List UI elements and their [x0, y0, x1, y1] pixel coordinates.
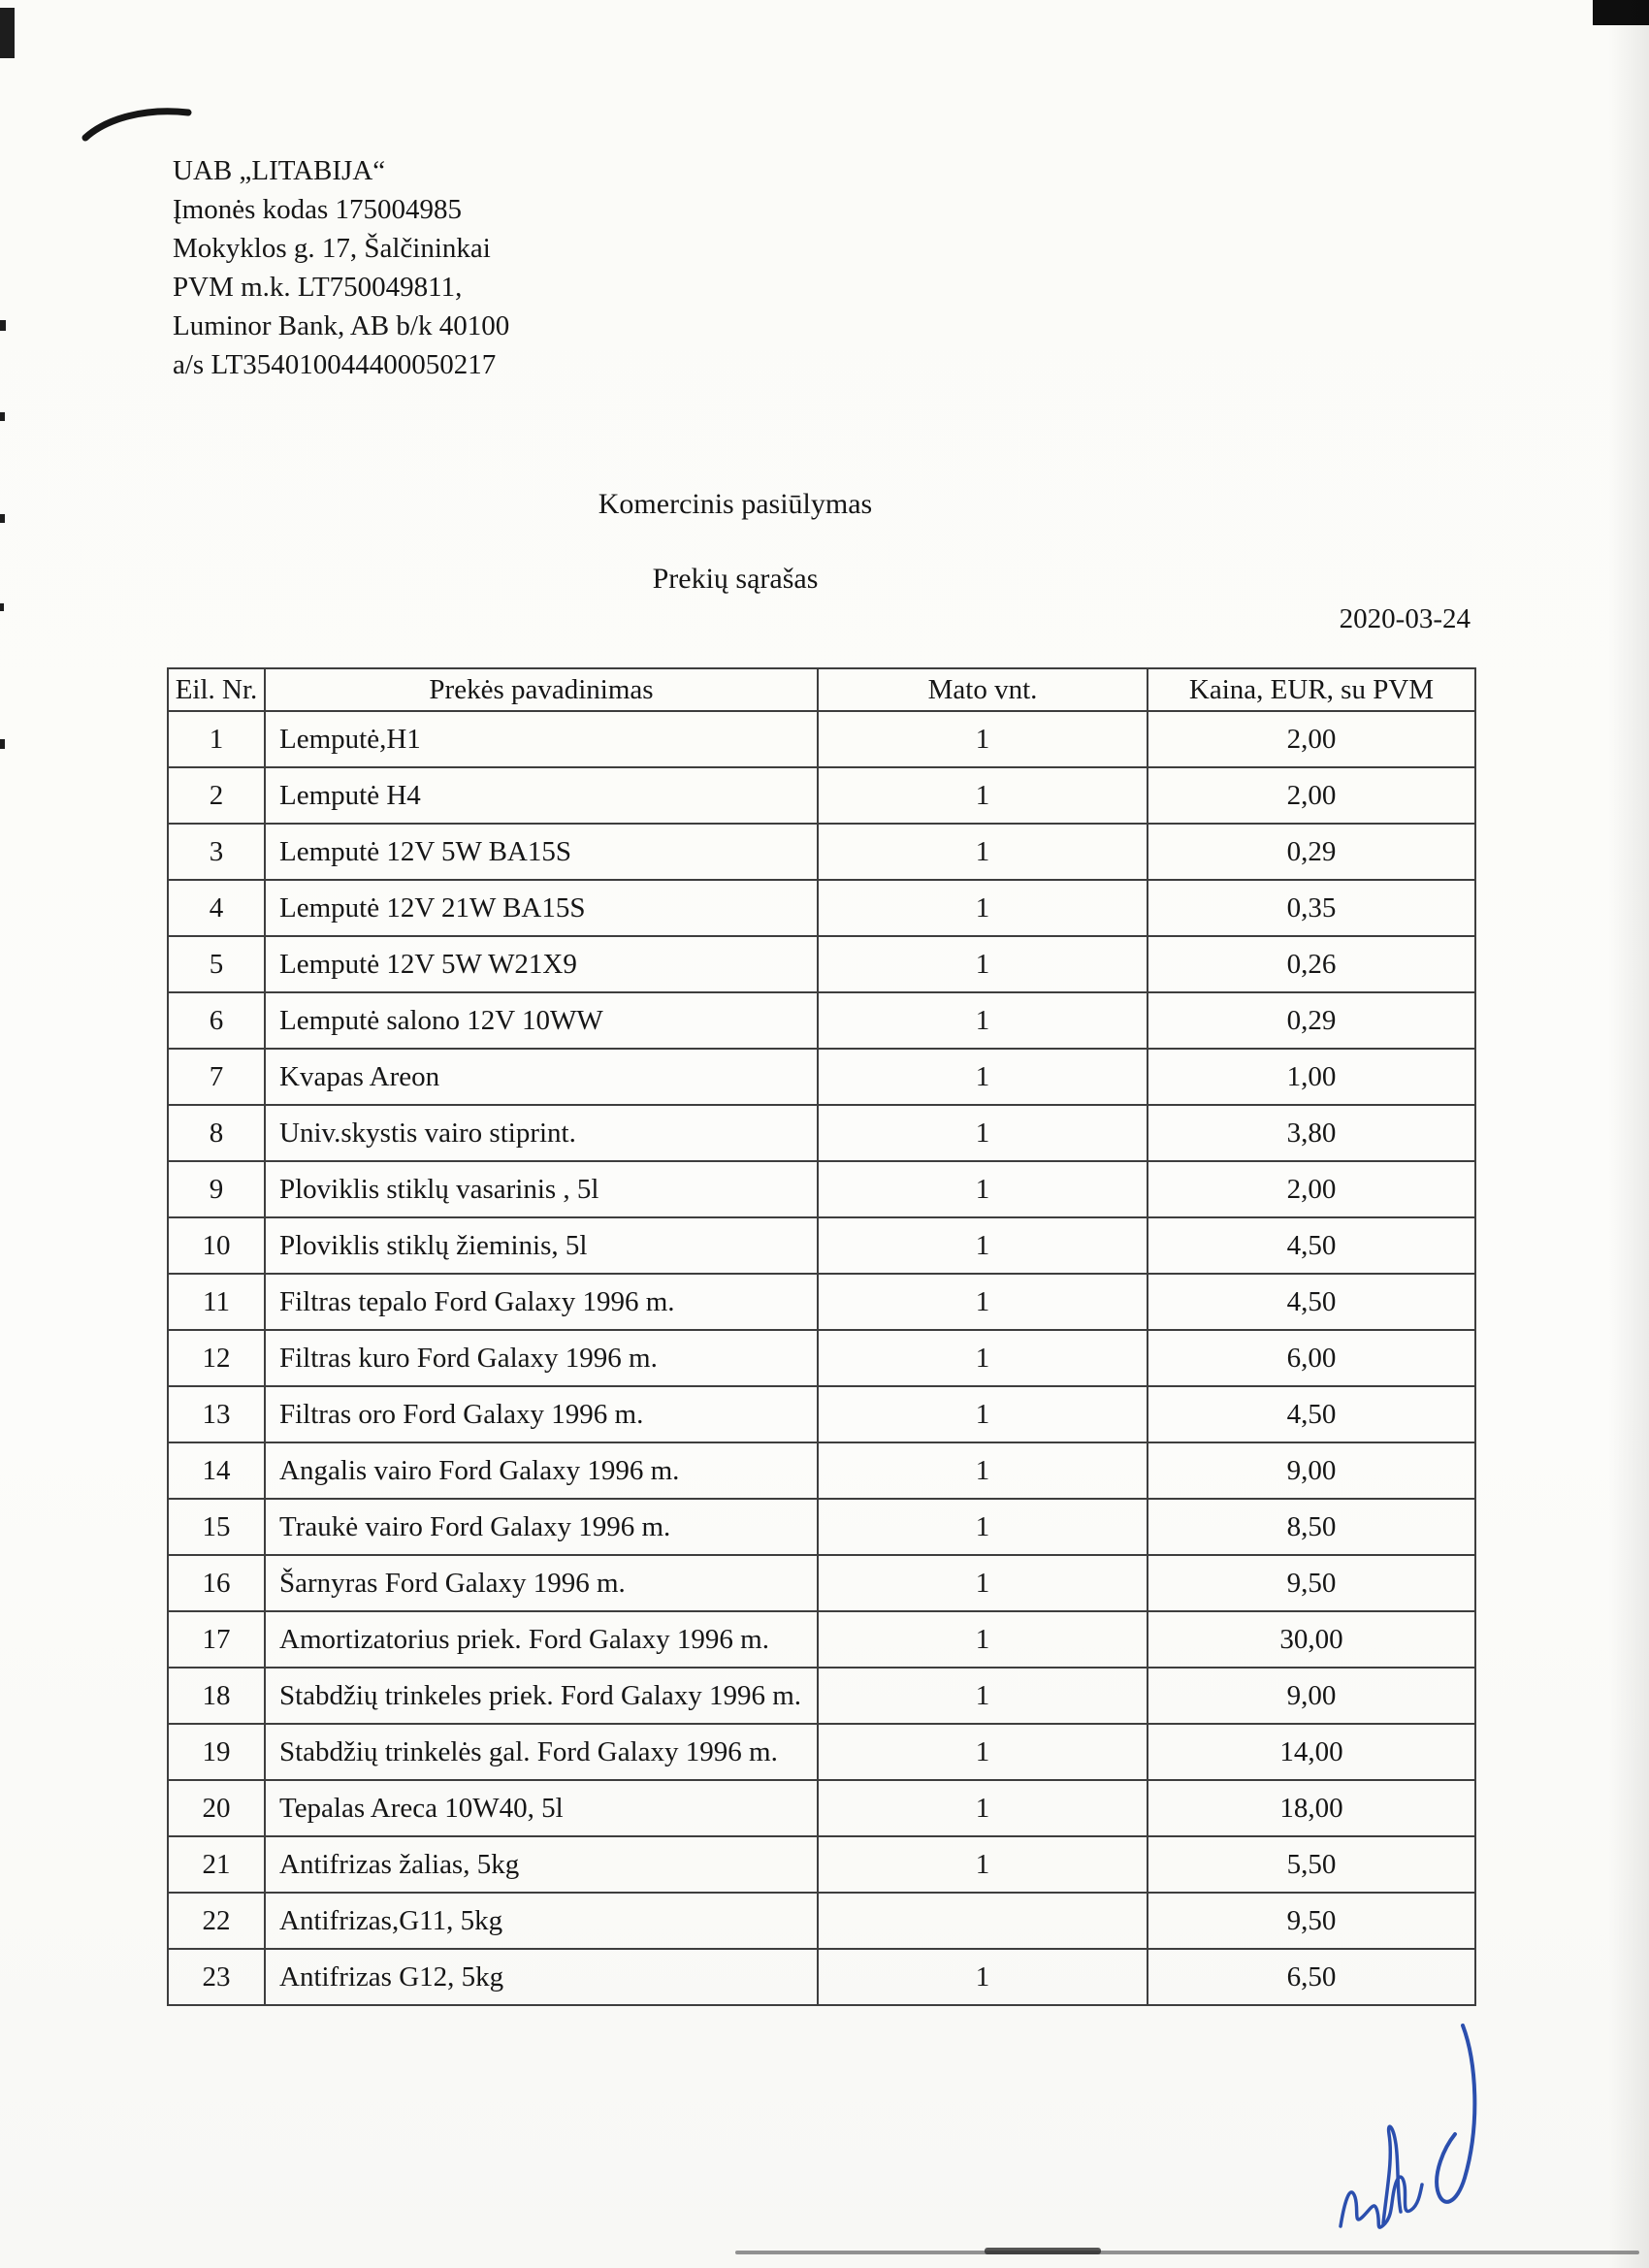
cell-unit: 1	[818, 1555, 1148, 1611]
cell-unit: 1	[818, 1836, 1148, 1893]
table-row	[168, 1893, 1475, 1949]
cell-name: Tepalas Areca 10W40, 5l	[265, 1780, 818, 1836]
cell-nr: 8	[168, 1105, 265, 1161]
table-row	[168, 880, 1475, 936]
cell-price: 6,50	[1148, 1949, 1475, 2005]
cell-unit: 1	[818, 1668, 1148, 1724]
cell-price: 14,00	[1148, 1724, 1475, 1780]
table-row	[168, 824, 1475, 880]
cell-price: 1,00	[1148, 1049, 1475, 1105]
table-row	[168, 1442, 1475, 1499]
cell-name: Traukė vairo Ford Galaxy 1996 m.	[265, 1499, 818, 1555]
cell-nr: 20	[168, 1780, 265, 1836]
cell-name: Lemputė 12V 5W W21X9	[265, 936, 818, 992]
cell-price: 2,00	[1148, 1161, 1475, 1217]
table-row	[168, 1386, 1475, 1442]
header-unit: Mato vnt.	[818, 668, 1148, 711]
document-date: 2020-03-24	[1339, 603, 1471, 634]
cell-nr: 1	[168, 711, 265, 767]
company-vat-code: PVM m.k. LT750049811,	[173, 272, 463, 303]
header-eil-nr: Eil. Nr.	[168, 668, 265, 711]
document-subtitle: Prekių sąrašas	[652, 563, 819, 595]
cell-price: 9,00	[1148, 1442, 1475, 1499]
cell-nr: 21	[168, 1836, 265, 1893]
cell-nr: 15	[168, 1499, 265, 1555]
cell-unit: 1	[818, 1049, 1148, 1105]
cell-unit: 1	[818, 1724, 1148, 1780]
cell-unit: 1	[818, 824, 1148, 880]
cell-nr: 7	[168, 1049, 265, 1105]
cell-price: 9,00	[1148, 1668, 1475, 1724]
cell-name: Lemputė H4	[265, 767, 818, 824]
scan-edge-mark	[0, 412, 5, 421]
cell-nr: 16	[168, 1555, 265, 1611]
scan-edge-mark	[0, 603, 4, 611]
cell-unit: 1	[818, 1499, 1148, 1555]
cell-unit: 1	[818, 1274, 1148, 1330]
cell-unit: 1	[818, 1105, 1148, 1161]
table-row	[168, 1836, 1475, 1893]
cell-price: 0,29	[1148, 992, 1475, 1049]
cell-nr: 9	[168, 1161, 265, 1217]
table-row	[168, 992, 1475, 1049]
cell-nr: 6	[168, 992, 265, 1049]
cell-unit: 1	[818, 936, 1148, 992]
table-row	[168, 1611, 1475, 1668]
table-header-row	[168, 668, 1475, 711]
cell-name: Ploviklis stiklų vasarinis , 5l	[265, 1161, 818, 1217]
cell-price: 3,80	[1148, 1105, 1475, 1161]
cell-name: Antifrizas G12, 5kg	[265, 1949, 818, 2005]
table-row	[168, 1274, 1475, 1330]
scan-artifact-bottom-dark	[985, 2248, 1101, 2254]
cell-unit: 1	[818, 711, 1148, 767]
cell-unit: 1	[818, 992, 1148, 1049]
company-bank: Luminor Bank, AB b/k 40100	[173, 310, 510, 341]
cell-unit: 1	[818, 1780, 1148, 1836]
cell-price: 0,29	[1148, 824, 1475, 880]
cell-price: 4,50	[1148, 1274, 1475, 1330]
cell-price: 2,00	[1148, 767, 1475, 824]
cell-nr: 22	[168, 1893, 265, 1949]
cell-unit: 1	[818, 880, 1148, 936]
cell-name: Amortizatorius priek. Ford Galaxy 1996 m.	[265, 1611, 818, 1668]
cell-nr: 18	[168, 1668, 265, 1724]
cell-name: Lemputė 12V 21W BA15S	[265, 880, 818, 936]
cell-nr: 13	[168, 1386, 265, 1442]
document-title: Komercinis pasiūlymas	[598, 488, 873, 520]
cell-price: 6,00	[1148, 1330, 1475, 1386]
header-price: Kaina, EUR, su PVM	[1148, 668, 1475, 711]
cell-price: 4,50	[1148, 1386, 1475, 1442]
cell-price: 0,26	[1148, 936, 1475, 992]
header-name: Prekės pavadinimas	[265, 668, 818, 711]
cell-unit: 1	[818, 1217, 1148, 1274]
cell-price: 0,35	[1148, 880, 1475, 936]
table-row	[168, 936, 1475, 992]
table-row	[168, 711, 1475, 767]
cell-unit: 1	[818, 1161, 1148, 1217]
cell-price: 18,00	[1148, 1780, 1475, 1836]
cell-name: Šarnyras Ford Galaxy 1996 m.	[265, 1555, 818, 1611]
cell-name: Univ.skystis vairo stiprint.	[265, 1105, 818, 1161]
cell-price: 4,50	[1148, 1217, 1475, 1274]
items-table-body	[168, 711, 1475, 2005]
cell-name: Kvapas Areon	[265, 1049, 818, 1105]
scan-edge-mark	[0, 320, 6, 331]
scan-edge-shade	[1608, 0, 1649, 2268]
cell-name: Antifrizas žalias, 5kg	[265, 1836, 818, 1893]
cell-nr: 19	[168, 1724, 265, 1780]
table-row	[168, 1105, 1475, 1161]
cell-nr: 17	[168, 1611, 265, 1668]
cell-nr: 10	[168, 1217, 265, 1274]
table-row	[168, 1949, 1475, 2005]
table-row	[168, 1668, 1475, 1724]
table-row	[168, 1049, 1475, 1105]
cell-name: Stabdžių trinkeles priek. Ford Galaxy 1996 m.	[265, 1668, 818, 1724]
cell-name: Stabdžių trinkelės gal. Ford Galaxy 1996 m.	[265, 1724, 818, 1780]
cell-name: Lemputė salono 12V 10WW	[265, 992, 818, 1049]
cell-price: 2,00	[1148, 711, 1475, 767]
cell-name: Ploviklis stiklų žieminis, 5l	[265, 1217, 818, 1274]
company-address: Mokyklos g. 17, Šalčininkai	[173, 233, 491, 264]
company-account: a/s LT354010044400050217	[173, 349, 497, 380]
table-row	[168, 767, 1475, 824]
cell-unit: 1	[818, 1611, 1148, 1668]
cell-unit	[818, 1893, 1148, 1949]
table-row	[168, 1217, 1475, 1274]
cell-nr: 14	[168, 1442, 265, 1499]
table-row	[168, 1724, 1475, 1780]
pen-stroke-mark	[80, 99, 196, 149]
cell-name: Antifrizas,G11, 5kg	[265, 1893, 818, 1949]
cell-name: Lemputė 12V 5W BA15S	[265, 824, 818, 880]
cell-unit: 1	[818, 1386, 1148, 1442]
table-row	[168, 1780, 1475, 1836]
items-table	[167, 667, 1476, 2006]
cell-nr: 12	[168, 1330, 265, 1386]
scan-edge-mark	[0, 739, 5, 749]
table-row	[168, 1499, 1475, 1555]
cell-unit: 1	[818, 1949, 1148, 2005]
company-info-block	[173, 151, 509, 384]
cell-unit: 1	[818, 767, 1148, 824]
cell-nr: 2	[168, 767, 265, 824]
company-name: UAB „LITABIJA“	[173, 155, 386, 186]
cell-unit: 1	[818, 1442, 1148, 1499]
cell-name: Lemputė,H1	[265, 711, 818, 767]
cell-nr: 23	[168, 1949, 265, 2005]
cell-nr: 4	[168, 880, 265, 936]
cell-name: Filtras tepalo Ford Galaxy 1996 m.	[265, 1274, 818, 1330]
cell-price: 8,50	[1148, 1499, 1475, 1555]
cell-unit: 1	[818, 1330, 1148, 1386]
cell-name: Filtras oro Ford Galaxy 1996 m.	[265, 1386, 818, 1442]
cell-price: 5,50	[1148, 1836, 1475, 1893]
cell-name: Angalis vairo Ford Galaxy 1996 m.	[265, 1442, 818, 1499]
scan-edge-mark	[0, 8, 15, 58]
company-code: Įmonės kodas 175004985	[173, 194, 463, 225]
table-row	[168, 1555, 1475, 1611]
table-row	[168, 1161, 1475, 1217]
cell-nr: 11	[168, 1274, 265, 1330]
cell-name: Filtras kuro Ford Galaxy 1996 m.	[265, 1330, 818, 1386]
cell-nr: 3	[168, 824, 265, 880]
signature-ink	[1300, 1979, 1523, 2260]
cell-price: 9,50	[1148, 1555, 1475, 1611]
cell-price: 9,50	[1148, 1893, 1475, 1949]
table-row	[168, 1330, 1475, 1386]
cell-price: 30,00	[1148, 1611, 1475, 1668]
cell-nr: 5	[168, 936, 265, 992]
